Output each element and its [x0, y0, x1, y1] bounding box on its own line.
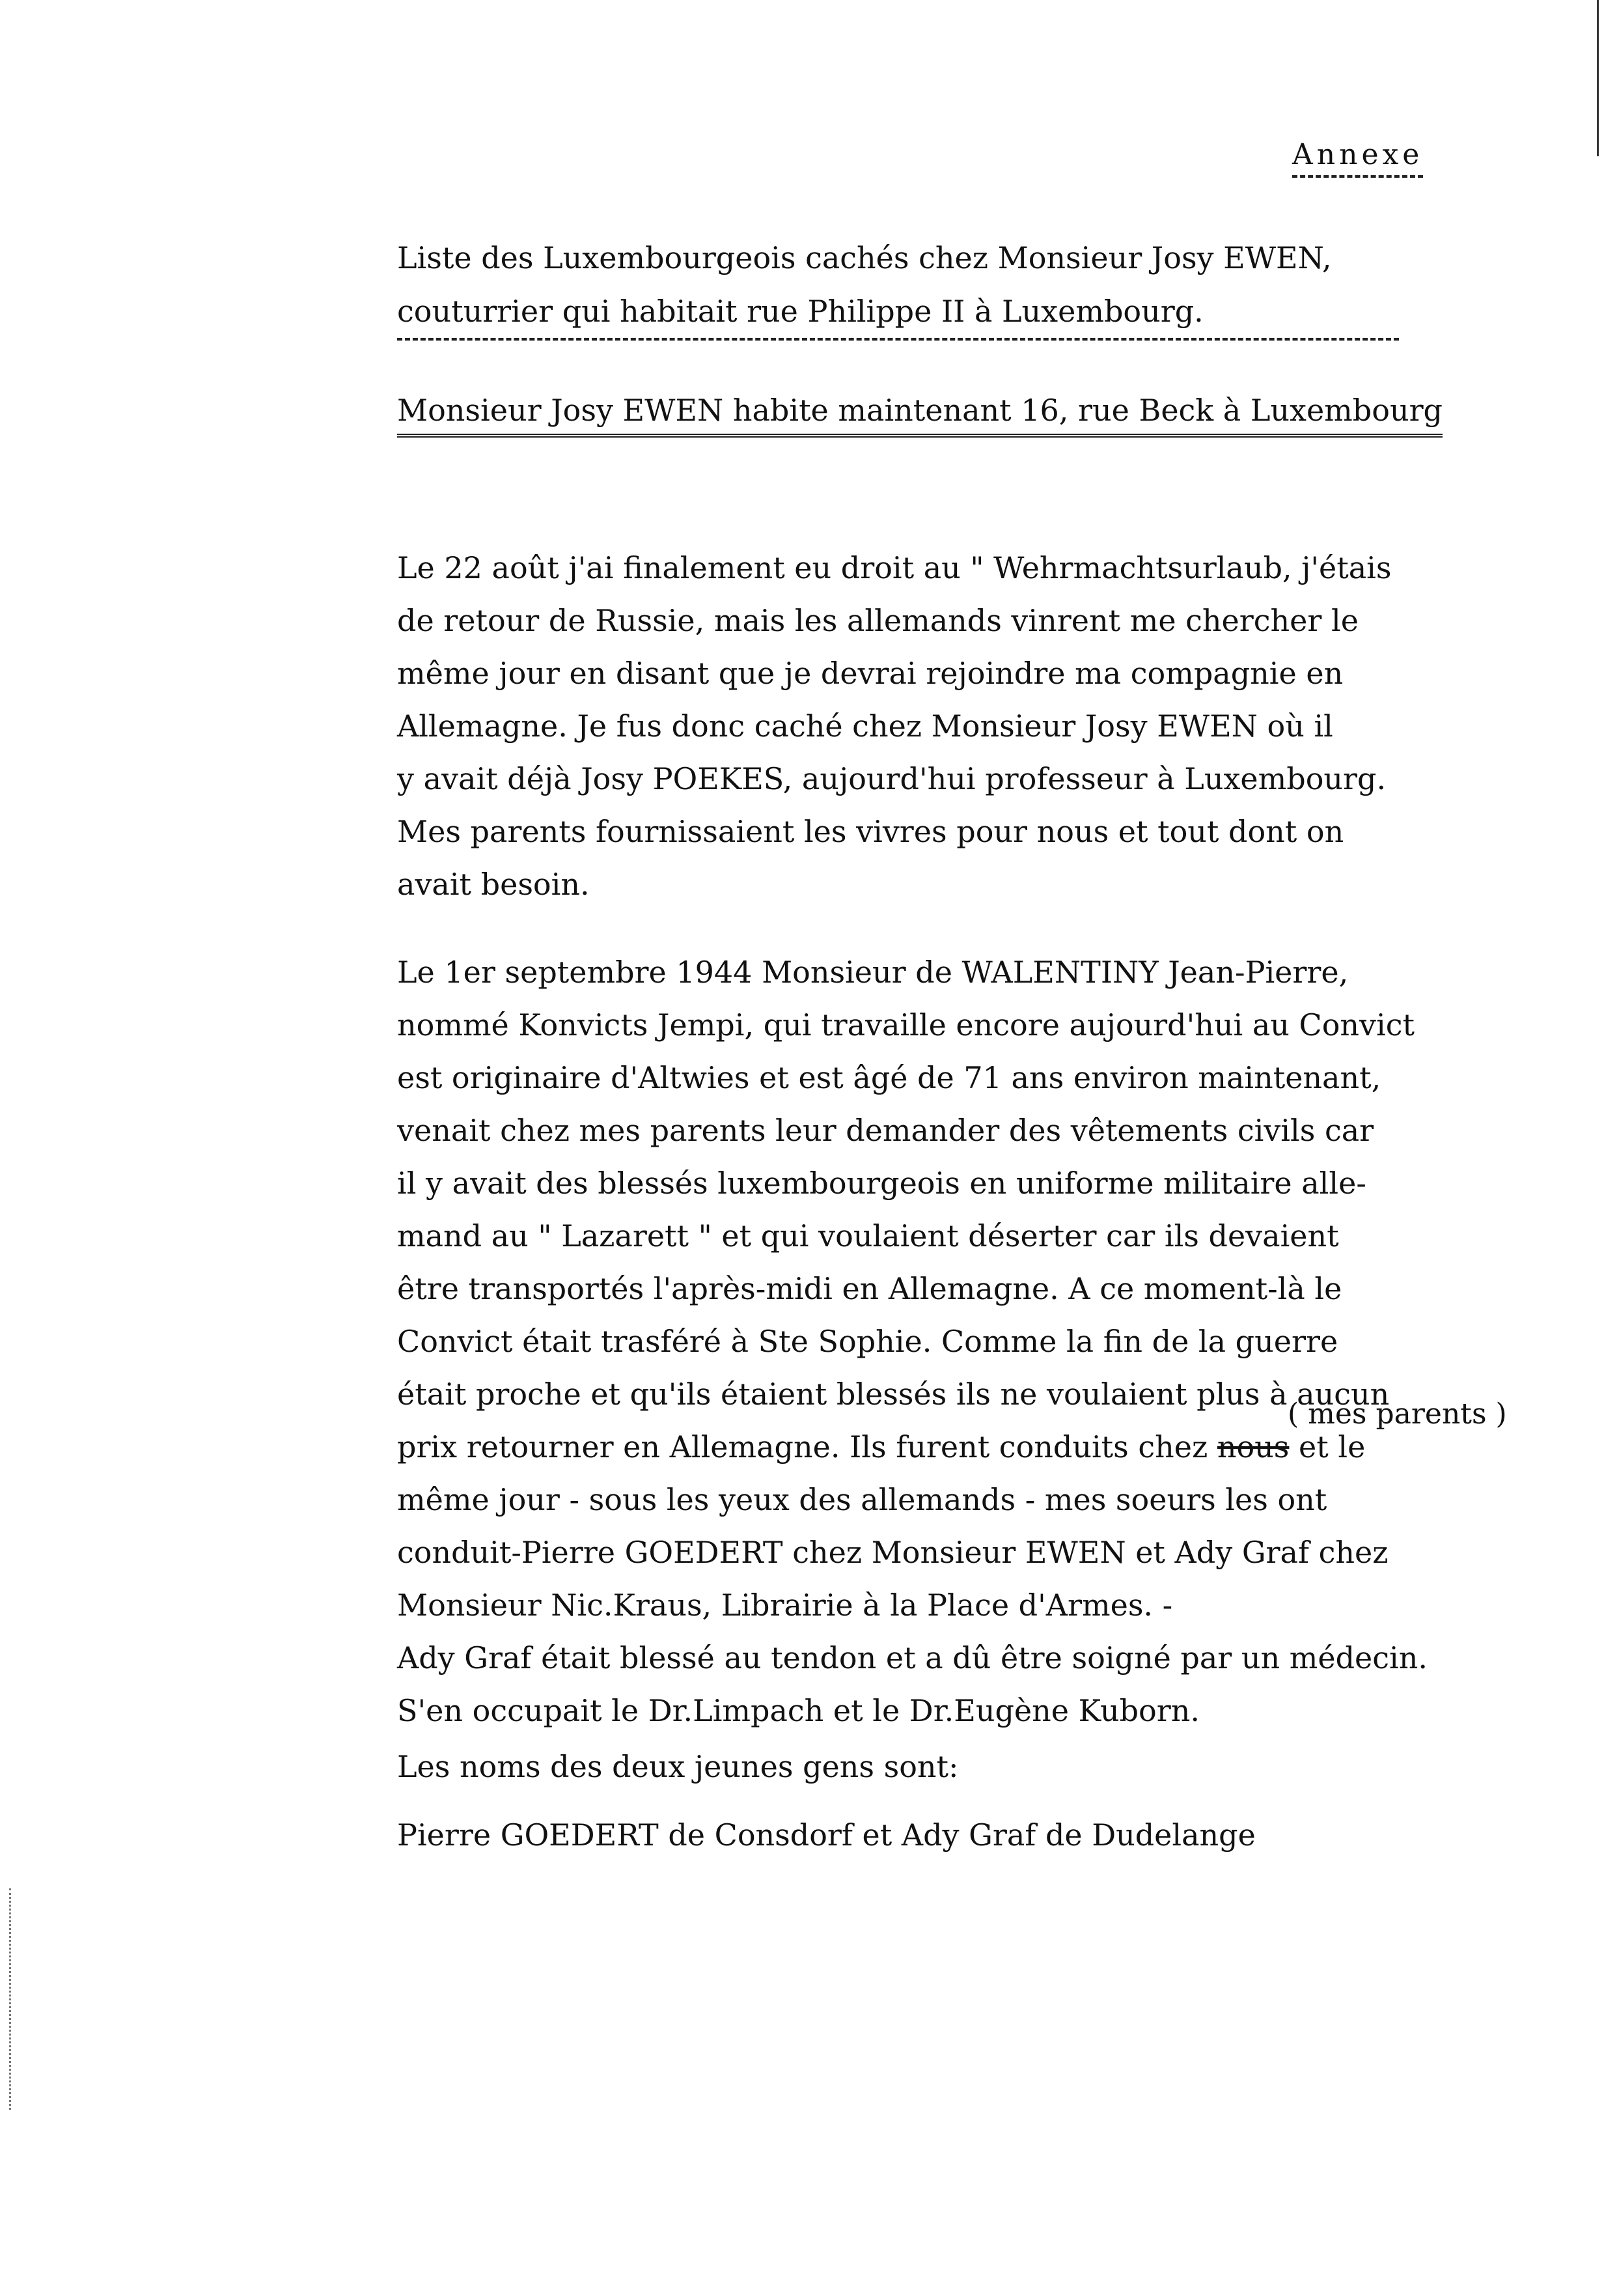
text-line: S'en occupait le Dr.Limpach et le Dr.Eugène Kuborn. — [397, 1693, 1200, 1728]
text-line: venait chez mes parents leur demander des vêtements civils car — [397, 1113, 1374, 1148]
text-line: être transportés l'après-midi en Allemagne. A ce moment-là le — [397, 1271, 1342, 1306]
text-line: était proche et qu'ils étaient blessés ils ne voulaient plus à aucun — [397, 1377, 1390, 1412]
text-line: il y avait des blessés luxembourgeois en uniforme militaire alle- — [397, 1166, 1366, 1201]
text-segment: et le — [1289, 1429, 1366, 1464]
title-line-2: couturrier qui habitait rue Philippe II à Luxembourg. — [397, 285, 1399, 341]
text-line: même jour en disant que je devrai rejoindre ma compagnie en — [397, 656, 1344, 691]
text-line: Monsieur Nic.Kraus, Librairie à la Place d'Armes. - — [397, 1588, 1173, 1623]
paragraph-3: Les noms des deux jeunes gens sont: — [397, 1749, 959, 1784]
inserted-correction: ( mes parents ) — [1288, 1397, 1507, 1431]
annexe-heading: Annexe — [1292, 138, 1423, 178]
text-line: est originaire d'Altwies et est âgé de 71 ans environ maintenant, — [397, 1060, 1381, 1095]
text-line: nommé Konvicts Jempi, qui travaille encore aujourd'hui au Convict — [397, 1007, 1415, 1043]
paragraph-2 — [397, 946, 1595, 1737]
text-line: Convict était trasféré à Ste Sophie. Comme la fin de la guerre — [397, 1324, 1338, 1359]
struck-word: nous — [1217, 1429, 1290, 1464]
scan-margin-dots — [9, 1888, 14, 2110]
text-line: de retour de Russie, mais les allemands vinrent me chercher le — [397, 603, 1359, 638]
text-line: Le 1er septembre 1944 Monsieur de WALENTINY Jean-Pierre, — [397, 955, 1349, 990]
scan-edge-mark — [1597, 0, 1599, 156]
text-line: Allemagne. Je fus donc caché chez Monsieur Josy EWEN où il — [397, 708, 1333, 744]
paragraph-1 — [397, 542, 1595, 911]
text-line: Le 22 août j'ai finalement eu droit au " Wehrmachtsurlaub, j'étais — [397, 550, 1392, 585]
text-line: Mes parents fournissaient les vivres pour nous et tout dont on — [397, 814, 1344, 849]
address-line: Monsieur Josy EWEN habite maintenant 16, rue Beck à Luxembourg — [397, 389, 1443, 438]
text-line: y avait déjà Josy POEKES, aujourd'hui professeur à Luxembourg. — [397, 761, 1387, 796]
text-line: Ady Graf était blessé au tendon et a dû être soigné par un médecin. — [397, 1640, 1428, 1675]
text-line: même jour - sous les yeux des allemands - mes soeurs les ont — [397, 1482, 1327, 1517]
text-line: avait besoin. — [397, 867, 590, 902]
text-line: conduit-Pierre GOEDERT chez Monsieur EWEN et Ady Graf chez — [397, 1535, 1389, 1570]
text-line: mand au " Lazarett " et qui voulaient déserter car ils devaient — [397, 1218, 1339, 1253]
paragraph-4: Pierre GOEDERT de Consdorf et Ady Graf de Dudelange — [397, 1817, 1256, 1853]
text-segment: prix retourner en Allemagne. Ils furent conduits chez — [397, 1429, 1208, 1464]
title-line-1: Liste des Luxembourgeois cachés chez Monsieur Josy EWEN, — [397, 240, 1332, 275]
document-title — [397, 231, 1543, 341]
